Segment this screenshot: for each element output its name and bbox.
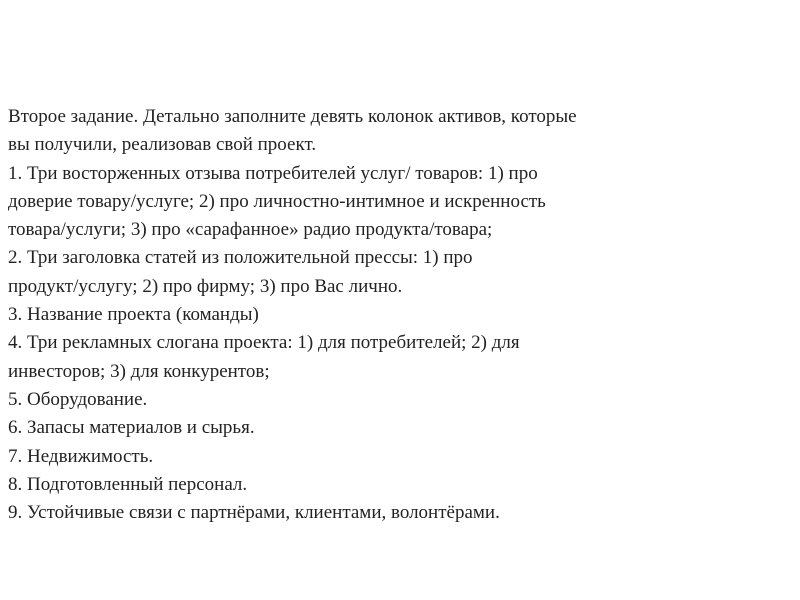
text-line-item-7: 7. Недвижимость.: [8, 445, 154, 467]
text-line-item-2: 2. Три заголовка статей из положительной прессы: 1) про: [8, 247, 473, 269]
text-line-item-4: 4. Три рекламных слогана проекта: 1) для потребителей; 2) для: [8, 332, 520, 354]
text-line-item-6: 6. Запасы материалов и сырья.: [8, 417, 255, 439]
text-line-item-8: 8. Подготовленный персонал.: [8, 473, 248, 495]
text-line-intro-cont: вы получили, реализовав свой проект.: [8, 134, 317, 156]
text-line-item-2-cont: продукт/услугу; 2) про фирму; 3) про Вас лично.: [8, 275, 403, 297]
text-line-item-3: 3. Название проекта (команды): [8, 304, 259, 326]
text-line-item-1-cont-2: товара/услуги; 3) про «сарафанное» радио продукта/товара;: [8, 219, 493, 241]
text-line-item-1-cont: доверие товару/услуге; 2) про личностно-интимное и искренность: [8, 190, 546, 212]
text-line-item-1: 1. Три восторженных отзыва потребителей услуг/ товаров: 1) про: [8, 162, 538, 184]
text-line-intro: Второе задание. Детально заполните девять колонок активов, которые: [8, 106, 577, 127]
text-line-item-4-cont: инвесторов; 3) для конкурентов;: [8, 360, 270, 382]
text-line-item-5: 5. Оборудование.: [8, 388, 148, 410]
text-line-item-9: 9. Устойчивые связи с партнёрами, клиентами, волонтёрами.: [8, 502, 500, 524]
document-text: [8, 103, 788, 527]
